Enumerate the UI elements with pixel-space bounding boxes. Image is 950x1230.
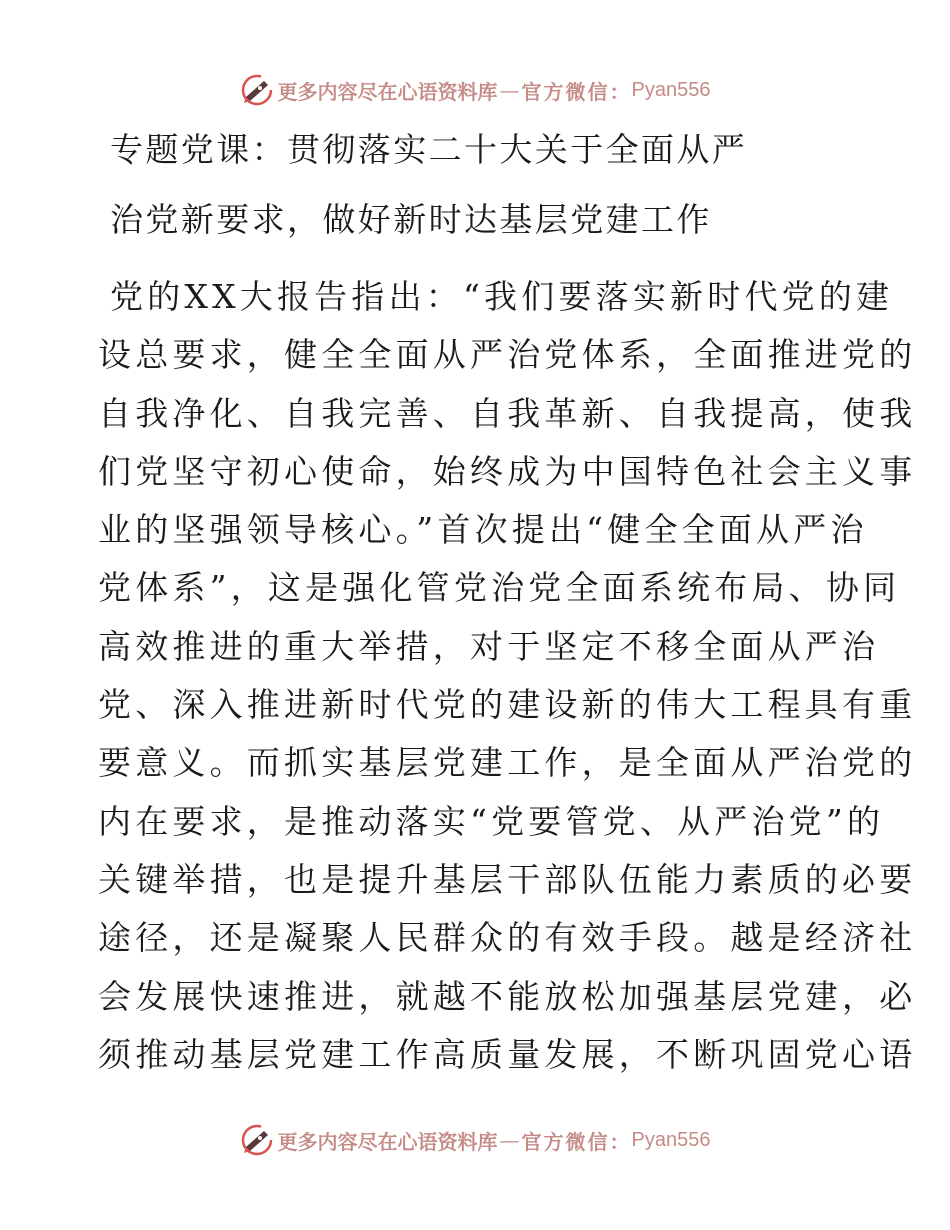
body-line: 设总要求，健全全面从严治党体系，全面推进党的 [98, 335, 917, 375]
body-line: 党体系”，这是强化管党治党全面系统布局、协同 [98, 568, 901, 608]
pen-logo-icon [240, 1123, 274, 1157]
body-line: 要意义。而抓实基层党建工作，是全面从严治党的 [98, 743, 917, 783]
watermark-banner-bottom [0, 1120, 950, 1160]
watermark-wechat-id: Pyan556 [631, 1128, 711, 1151]
body-line: 途径，还是凝聚人民群众的有效手段。越是经济社 [98, 918, 917, 958]
body-line: 会发展快速推进，就越不能放松加强基层党建，必 [98, 976, 917, 1016]
document-title-line-2: 治党新要求，做好新时达基层党建工作 [110, 200, 712, 239]
body-line: 自我净化、自我完善、自我革新、自我提高，使我 [98, 393, 917, 433]
body-line: 内在要求，是推动落实“党要管党、从严治党”的 [98, 801, 885, 841]
watermark-separator: — [499, 1128, 520, 1152]
watermark-text: 更多内容尽在心语资料库 [277, 79, 498, 104]
body-line: 关键举措，也是提升基层干部队伍能力素质的必要 [98, 859, 917, 899]
watermark-banner-top [0, 70, 950, 110]
watermark-text: 更多内容尽在心语资料库 [277, 1129, 498, 1154]
document-title-line-1: 专题党课：贯彻落实二十大关于全面从严 [110, 130, 748, 169]
body-line: 们党坚守初心使命，始终成为中国特色社会主义事 [98, 451, 917, 491]
body-line: 党、深入推进新时代党的建设新的伟大工程具有重 [98, 685, 917, 725]
watermark-wechat-id: Pyan556 [631, 78, 711, 101]
watermark-wechat-label: 官方微信： [521, 1129, 632, 1154]
body-line: 党的XX大报告指出：“我们要落实新时代党的建 [110, 277, 894, 316]
pen-logo-icon [240, 73, 274, 107]
body-line: 高效推进的重大举措，对于坚定不移全面从严治 [98, 626, 880, 666]
body-line: 须推动基层党建工作高质量发展，不断巩固党心语 [98, 1034, 917, 1074]
body-line: 业的坚强领导核心。”首次提出“健全全面从严治 [98, 510, 868, 550]
watermark-separator: — [499, 78, 520, 102]
body-paragraph [98, 268, 917, 1084]
watermark-wechat-label: 官方微信： [521, 79, 632, 104]
